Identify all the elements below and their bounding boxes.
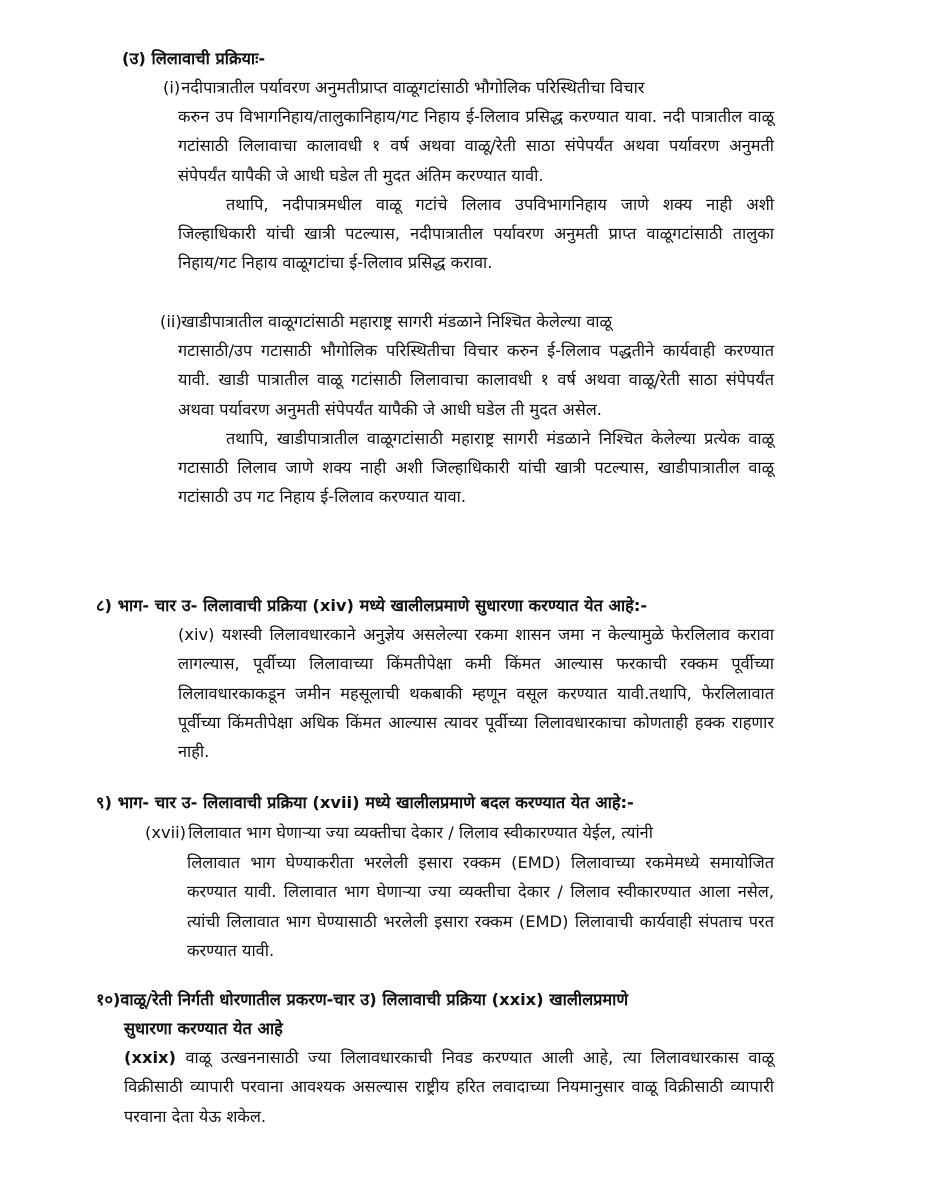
section-10-body: (xxix) वाळू उत्खननासाठी ज्या लिलावधारकाची निवड करण्यात आली आहे, त्या लिलावधारकास वाळू विक्रीसाठी व्यापारी परवाना आवश्यक असल्यास राष्ट्रीय हरित लवादाच्या नियमानुसार वाळू विक्रीसाठी व्यापारी परवाना देता येऊ शकेल. [124,1048,774,1126]
section-u-heading: (उ) लिलावाची प्रक्रियाः- [122,49,266,68]
section-8-body: (xiv) यशस्वी लिलावधारकाने अनुज्ञेय असलेल्या रकमा शासन जमा न केल्यामुळे फेरलिलाव करावा लागल्यास, पूर्वीच्या लिलावाच्या किंमतीपेक्षा कमी किंमत आल्यास फरकाची रक्कम पूर्वीच्या लिलावधारकाकडून जमीन महसूलाची थकबाकी म्हणून वसूल करण्यात यावी.तथापि, फेरलिलावात पूर्वीच्या किंमतीपेक्षा अधिक किंमत आल्यास त्यावर पूर्वीच्या लिलावधारकाचा कोणताही हक्क राहणार नाही. [178,625,774,762]
section-9-number: ९) [96,793,112,812]
section-10-heading-line2: सुधारणा करण्यात येत आहे [124,1019,283,1038]
section-9-body: लिलावात भाग घेण्याकरीता भरलेली इसारा रक्कम (EMD) लिलावाच्या रकमेमध्ये समायोजित करण्यात यावी. लिलावात भाग घेणाऱ्या ज्या व्यक्तीचा देकार / लिलाव स्वीकारण्यात आला नसेल, त्यांची लिलावात भाग घेण्यासाठी भरलेली इसारा रक्कम (EMD) लिलावाची कार्यवाही संपताच परत करण्यात यावी. [187,853,774,960]
item-i-body: करुन उप विभागनिहाय/तालुकानिहाय/गट निहाय ई-लिलाव प्रसिद्ध करण्यात यावा. नदी पात्रातील वाळू गटांसाठी लिलावाचा कालावधी १ वर्ष अथवा वाळू/रेती साठा संपेपर्यंत अथवा पर्यावरण अनुमती संपेपर्यंत यापैकी जे आधी घडेल ती मुदत अंतिम करण्यात यावी. तथापि, नदीपात्रमधील वाळू गटांचे लिलाव उपविभागनिहाय जाणे शक्य नाही अशी जिल्हाधिकारी यांची खात्री पटल्यास, नदीपात्रातील पर्यावरण अनुमती प्राप्त वाळूगटांसाठी तालुका निहाय/गट निहाय वाळूगटांचा ई-लिलाव प्रसिद्ध करावा. [178,102,774,278]
section-10-number: १०) [96,990,121,1009]
section-8-number: ८) [96,596,112,615]
xvii-marker: (xvii) [145,823,187,842]
item-ii-body: गटासाठी/उप गटासाठी भौगोलिक परिस्थितीचा विचार करुन ई-लिलाव पद्धतीने कार्यवाही करण्यात यावी. खाडी पात्रातील वाळू गटांसाठी लिलावाचा कालावधी १ वर्ष अथवा वाळू/रेती साठा संपेपर्यंत अथवा पर्यावरण अनुमती संपेपर्यंत यापैकी जे आधी घडेल ती मुदत असेल. तथापि, खाडीपात्रातील वाळूगटांसाठी महाराष्ट्र सागरी मंडळाने निश्चित केलेल्या प्रत्येक वाळू गटासाठी लिलाव जाणे शक्य नाही अशी जिल्हाधिकारी यांची खात्री पटल्यास, खाडीपात्रातील वाळू गटांसाठी उप गट निहाय ई-लिलाव करण्यात यावा. [178,336,774,512]
item-i-first-line: (i) नदीपात्रातील पर्यावरण अनुमतीप्राप्त वाळूगटांसाठी भौगोलिक परिस्थितीचा विचार [163,73,774,102]
xiv-marker: (xiv) [178,625,215,644]
item-i-proviso: तथापि, नदीपात्रमधील वाळू गटांचे लिलाव उपविभागनिहाय जाणे शक्य नाही अशी जिल्हाधिकारी यांची खात्री पटल्यास, नदीपात्रातील पर्यावरण अनुमती प्राप्त वाळूगटांसाठी तालुका निहाय/गट निहाय वाळूगटांचा ई-लिलाव प्रसिद्ध करावा. [178,194,774,273]
xvii-first-line: (xvii) लिलावात भाग घेणाऱ्या ज्या व्यक्तीचा देकार / लिलाव स्वीकारण्यात येईल, त्यांनी [145,818,774,847]
xxix-marker: (xxix) [124,1048,176,1067]
section-9-heading: ९) भाग- चार उ- लिलावाची प्रक्रिया (xvii) मध्ये खालीलप्रमाणे बदल करण्यात येत आहे:- [96,793,634,812]
item-ii-proviso: तथापि, खाडीपात्रातील वाळूगटांसाठी महाराष्ट्र सागरी मंडळाने निश्चित केलेल्या प्रत्येक वाळू गटासाठी लिलाव जाणे शक्य नाही अशी जिल्हाधिकारी यांची खात्री पटल्यास, खाडीपात्रातील वाळू गटांसाठी उप गट निहाय ई-लिलाव करण्यात यावा. [178,428,774,507]
item-ii-marker: (ii) [160,312,182,331]
section-8-heading: ८) भाग- चार उ- लिलावाची प्रक्रिया (xiv) मध्ये खालीलप्रमाणे सुधारणा करण्यात येत आहे:- [96,596,648,615]
item-i-marker: (i) [163,78,181,97]
item-ii-first-line: (ii) खाडीपात्रातील वाळूगटांसाठी महाराष्ट्र सागरी मंडळाने निश्चित केलेल्या वाळू [160,307,774,336]
section-10-heading: १०)वाळू/रेती निर्गती धोरणातील प्रकरण-चार उ) लिलावाची प्रक्रिया (xxix) खालीलप्रमाणे [96,990,629,1009]
